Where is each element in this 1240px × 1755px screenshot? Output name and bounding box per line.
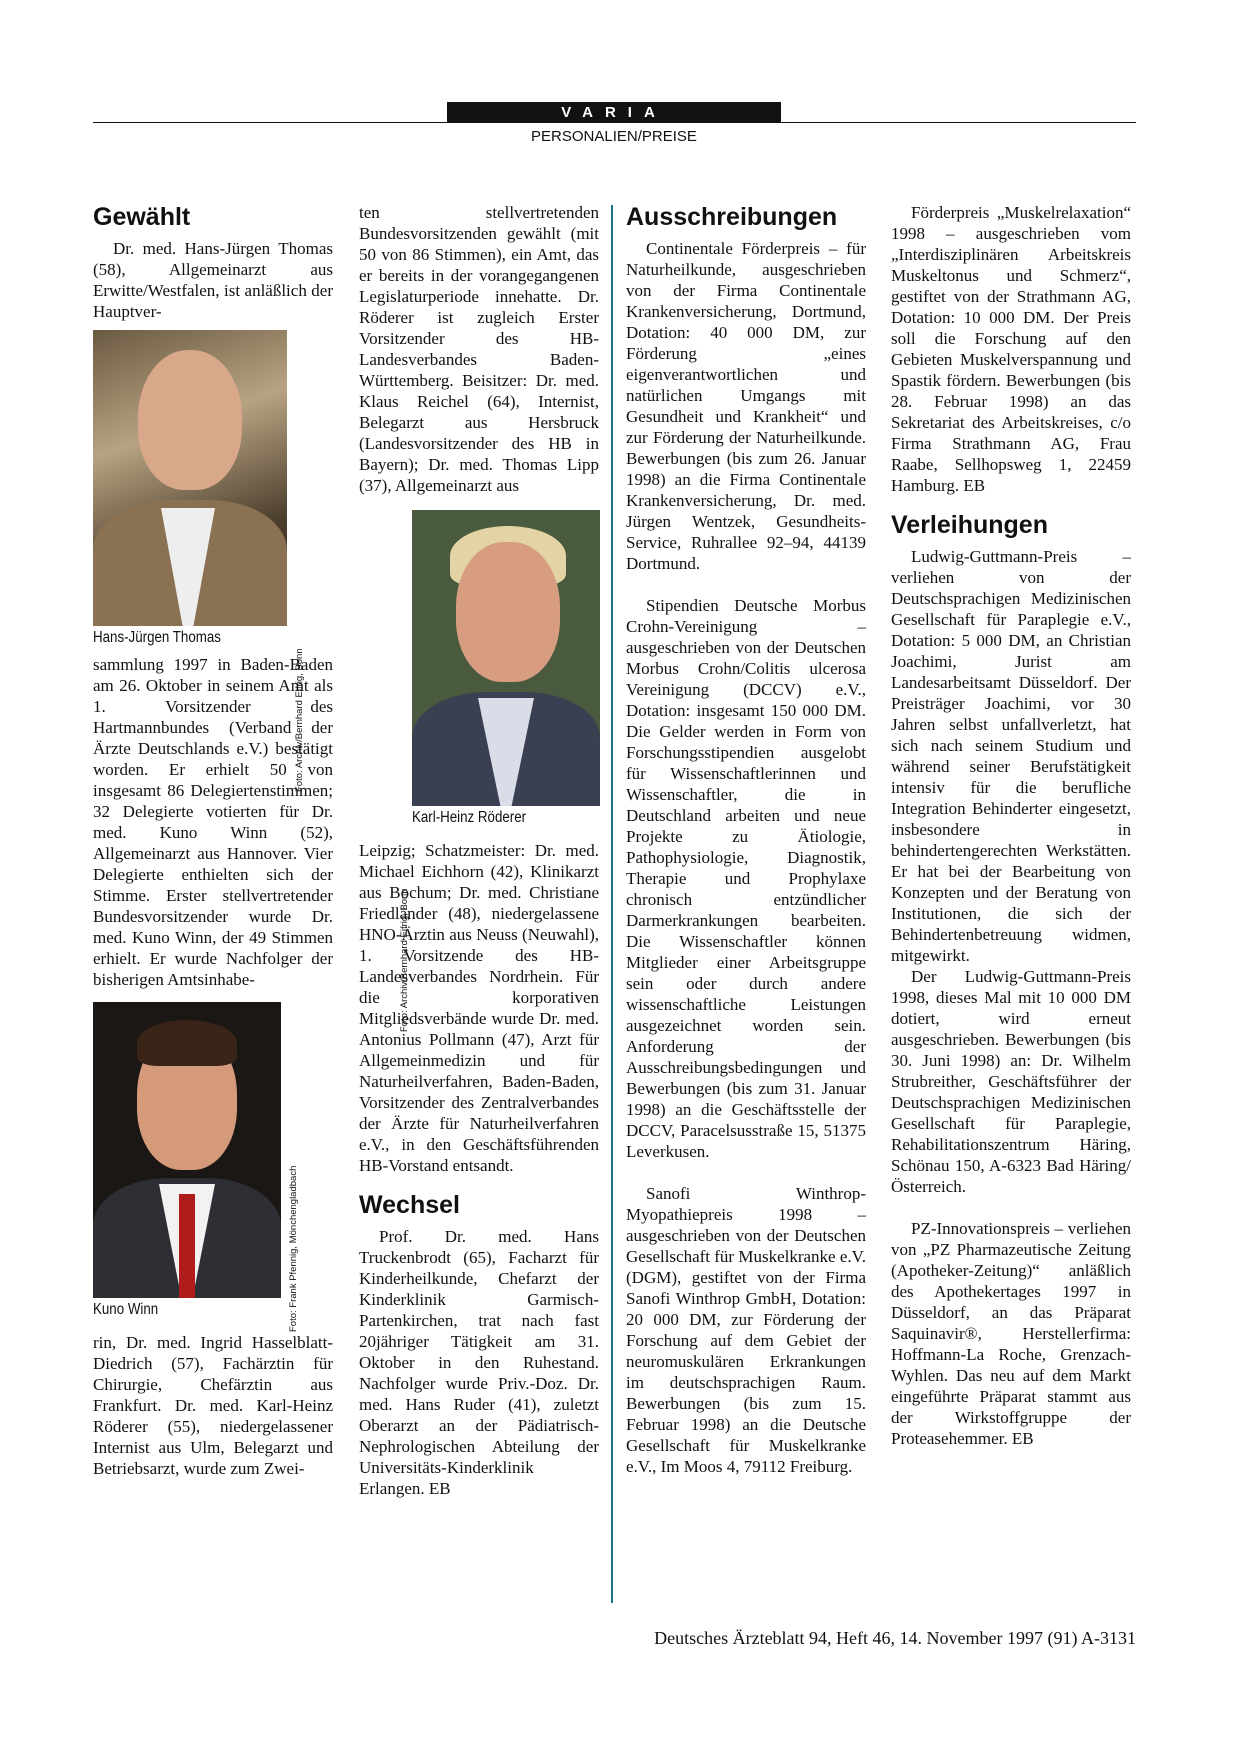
column-separator — [611, 205, 613, 1603]
col4-paragraph-1: Förderpreis „Muskelrelaxation“ 1998 – ausgeschrieben vom „Interdisziplinären Arbeitskreis Muskeltonus und Schmerz“, gestiftet von der Strathmann AG, Dotation: 10 000 DM. Der Preis soll die Forschung auf den Gebieten Muskelverspannung und Spastik fördern. Bewerbungen (bis 28. Februar 1998) an das Sekretariat des Arbeitskreises, c/o Firma Strathmann AG, Frau Raabe, Sellhopsweg 1, 22459 Hamburg. EB — [891, 203, 1131, 495]
col1-paragraph-3: rin, Dr. med. Ingrid Hasselblatt-Diedrich (57), Fachärztin für Chirurgie, Chefärztin aus Frankfurt. Dr. med. Karl-Heinz Röderer (55), niedergelassener Internist aus Ulm, Belegarzt und Betriebsarzt, wurde zum Zwei- — [93, 1333, 333, 1478]
col2-paragraph-1: ten stellvertretenden Bundesvorsitzenden gewählt (mit 50 von 86 Stimmen), ein Amt, das er bereits in der vorangegangenen Legislaturperiode innehatte. Dr. Röderer ist zugleich Erster Vorsitzender des HB-Landesverbandes Baden-Württemberg. Beisitzer: Dr. med. Klaus Reichel (64), Internist, Belegarzt aus Hersbruck (Landesvorsitzender des HB in Bayern); Dr. med. Thomas Lipp (37), Allgemeinarzt aus — [359, 203, 599, 495]
heading-ausschreibungen: Ausschreibungen — [626, 203, 838, 231]
page-footer: Deutsches Ärzteblatt 94, Heft 46, 14. November 1997 (91) A-3131 — [654, 1628, 1136, 1648]
photo-caption: Kuno Winn — [93, 1301, 159, 1318]
portrait-tie — [179, 1194, 195, 1298]
photo-hans-juergen-thomas — [93, 330, 287, 626]
top-rule — [93, 122, 1136, 123]
portrait-face — [138, 350, 242, 490]
col3-paragraph-1: Continentale Förderpreis – für Naturheilkunde, ausgeschrieben von der Firma Continentale Krankenversicherung, Dortmund, Dotation: 40 000 DM, zur Förderung „eines eigenverantwortlichen und natürlichen Umgangs mit Gesundheit und Krankheit“ und zur Förderung der Naturheilkunde. Bewerbungen (bis zum 26. Januar 1998) an die Firma Continentale Krankenversicherung, Dr. med. Jürgen Wentzek, Gesundheits-Service, Ruhrallee 92–94, 44139 Dortmund. — [626, 239, 866, 573]
photo-credit: Foto: Archiv/Bernhard Eifrig, Bonn — [399, 888, 410, 1032]
photo-caption: Hans-Jürgen Thomas — [93, 629, 221, 646]
column-4 — [891, 202, 1131, 1449]
photo-credit: Foto: Archiv/Bernhard Eifrig, Bonn — [294, 648, 305, 792]
column-2 — [359, 202, 599, 1499]
photo-credit: Foto: Frank Pfennig, Mönchengladbach — [288, 1165, 299, 1332]
col4-paragraph-4: PZ-Innovationspreis – verliehen von „PZ Pharmazeutische Zeitung (Apotheker-Zeitung)“ anläßlich des Apothekertages 1997 in Düsseldorf, an das Präparat Saquinavir®, Herstellerfirma: Hoffmann-La Roche, Grenzach-Wyhlen. Das neu auf dem Markt eingeführte Präparat stammt aus der Wirkstoffgruppe der Proteasehemmer. EB — [891, 1219, 1131, 1448]
col2-paragraph-3: Prof. Dr. med. Hans Truckenbrodt (65), Facharzt für Kinderheilkunde, Chefarzt der Kinderklinik Garmisch-Partenkirchen, trat nach fast 20jähriger Tätigkeit am 31. Oktober in den Ruhestand. Nachfolger wurde Priv.-Doz. Dr. med. Hans Ruder (41), zuletzt Oberarzt an der Pädiatrisch-Nephrologischen Abteilung der Universitäts-Kinderklinik Erlangen. EB — [359, 1227, 599, 1498]
col1-paragraph-2: sammlung 1997 in Baden-Baden am 26. Oktober in seinem Amt als 1. Vorsitzender des Hartmannbundes (Verband der Ärzte Deutschlands e.V.) bestätigt worden. Er erhielt 50 von insgesamt 86 Delegiertenstimmen; 32 Delegierte votierten für Dr. med. Kuno Winn (52), Allgemeinarzt aus Hannover. Vier Delegierte enthielten sich der Stimme. Erster stellvertretender Bundesvorsitzender wurde Dr. med. Kuno Winn, der 49 Stimmen erhielt. Er wurde Nachfolger der bisherigen Amtsinhabe- — [93, 655, 333, 989]
col4-paragraph-3: Der Ludwig-Guttmann-Preis 1998, dieses Mal mit 10 000 DM dotiert, wird erneut ausgeschrieben. Bewerbungen (bis 30. Juni 1998) an: Dr. Wilhelm Strubreither, Geschäftsführer der Deutschsprachigen Medizinischen Gesellschaft für Paraplegie, Rehabilitationszentrum Häring, Schönau 150, A-6323 Bad Häring/Österreich. — [891, 967, 1131, 1196]
photo-caption: Karl-Heinz Röderer — [412, 809, 527, 826]
varia-banner: VARIA — [447, 102, 781, 123]
heading-verleihungen: Verleihungen — [891, 511, 1048, 539]
col3-paragraph-3: Sanofi Winthrop-Myopathiepreis 1998 – ausgeschrieben von der Deutschen Gesellschaft für Muskelkranke e.V. (DGM), gestiftet von der Firma Sanofi Winthrop GmbH, Dotation: 20 000 DM, zur Förderung der Forschung auf dem Gebiet der neuromuskulären Erkrankungen im deutschsprachigen Raum. Bewerbungen (bis zum 15. Februar 1998) an die Deutsche Gesellschaft für Muskelkranke e.V., Im Moos 4, 79112 Freiburg. — [626, 1184, 866, 1476]
col2-paragraph-2: Leipzig; Schatzmeister: Dr. med. Michael Eichhorn (42), Klinikarzt aus Bochum; Dr. med. Christiane Friedländer (48), niedergelassene HNO-Ärztin aus Neuss (Neuwahl), 1. Vorsitzende des HB-Landesverbandes Nordrhein. Für die korporativen Mitgliedsverbände wurde Dr. med. Antonius Pollmann (47), Arzt für Allgemeinmedizin und für Naturheilverfahren, Baden-Baden, Vorsitzender des Zentralverbandes der Ärzte für Naturheilverfahren e.V., in den Geschäftsführenden HB-Vorstand entsandt. — [359, 841, 599, 1175]
heading-gewaehlt: Gewählt — [93, 203, 191, 231]
photo-karl-heinz-roederer — [412, 510, 600, 806]
col1-paragraph-1: Dr. med. Hans-Jürgen Thomas (58), Allgemeinarzt aus Erwitte/Westfalen, ist anläßlich der Hauptver- — [93, 239, 333, 321]
col3-paragraph-2: Stipendien Deutsche Morbus Crohn-Vereinigung – ausgeschrieben von der Deutschen Morbus Crohn/Colitis ulcerosa Vereinigung (DCCV) e.V., Dotation: insgesamt 150 000 DM. Die Gelder werden in Form von Forschungsstipendien ausgelobt für Wissenschaftlerinnen und Wissenschaftler, die in Deutschland arbeiten und neue Projekte zu Ätiologie, Pathophysiologie, Diagnostik, Therapie und Prophylaxe chronisch entzündlicher Darmerkrankungen bearbeiten. Die Wissenschaftler können Mitglieder einer Arbeitsgruppe sein oder durch andere wissenschaftliche Leistungen ausgezeichnet worden sein. Anforderung der Ausschreibungsbedingungen und Bewerbungen (bis zum 31. Januar 1998) an die Geschäftsstelle der DCCV, Paracelsusstraße 15, 51375 Leverkusen. — [626, 596, 866, 1161]
section-label: PERSONALIEN/PREISE — [531, 128, 697, 145]
portrait-face — [456, 542, 560, 682]
portrait-hair — [137, 1020, 237, 1066]
col4-paragraph-2: Ludwig-Guttmann-Preis – verliehen von der Deutschsprachigen Medizinischen Gesellschaft für Paraplegie e.V., Dotation: 5 000 DM, an Christian Joachimi, Jurist am Landesarbeitsamt Düsseldorf. Der Preisträger Joachimi, vor 30 Jahren selbst unfallverletzt, hat sich nach seinem Studium und während seiner Berufstätigkeit intensiv für die berufliche Integration Behinderter eingesetzt, insbesondere in behindertengerechten Werkstätten. Er hat bei der Bearbeitung von Konzepten und der Beratung von Institutionen, die sich der Behindertenbetreuung widmen, mitgewirkt. — [891, 547, 1131, 965]
heading-wechsel: Wechsel — [359, 1191, 460, 1219]
column-1 — [93, 202, 333, 1479]
photo-kuno-winn — [93, 1002, 281, 1298]
column-3 — [626, 202, 866, 1477]
